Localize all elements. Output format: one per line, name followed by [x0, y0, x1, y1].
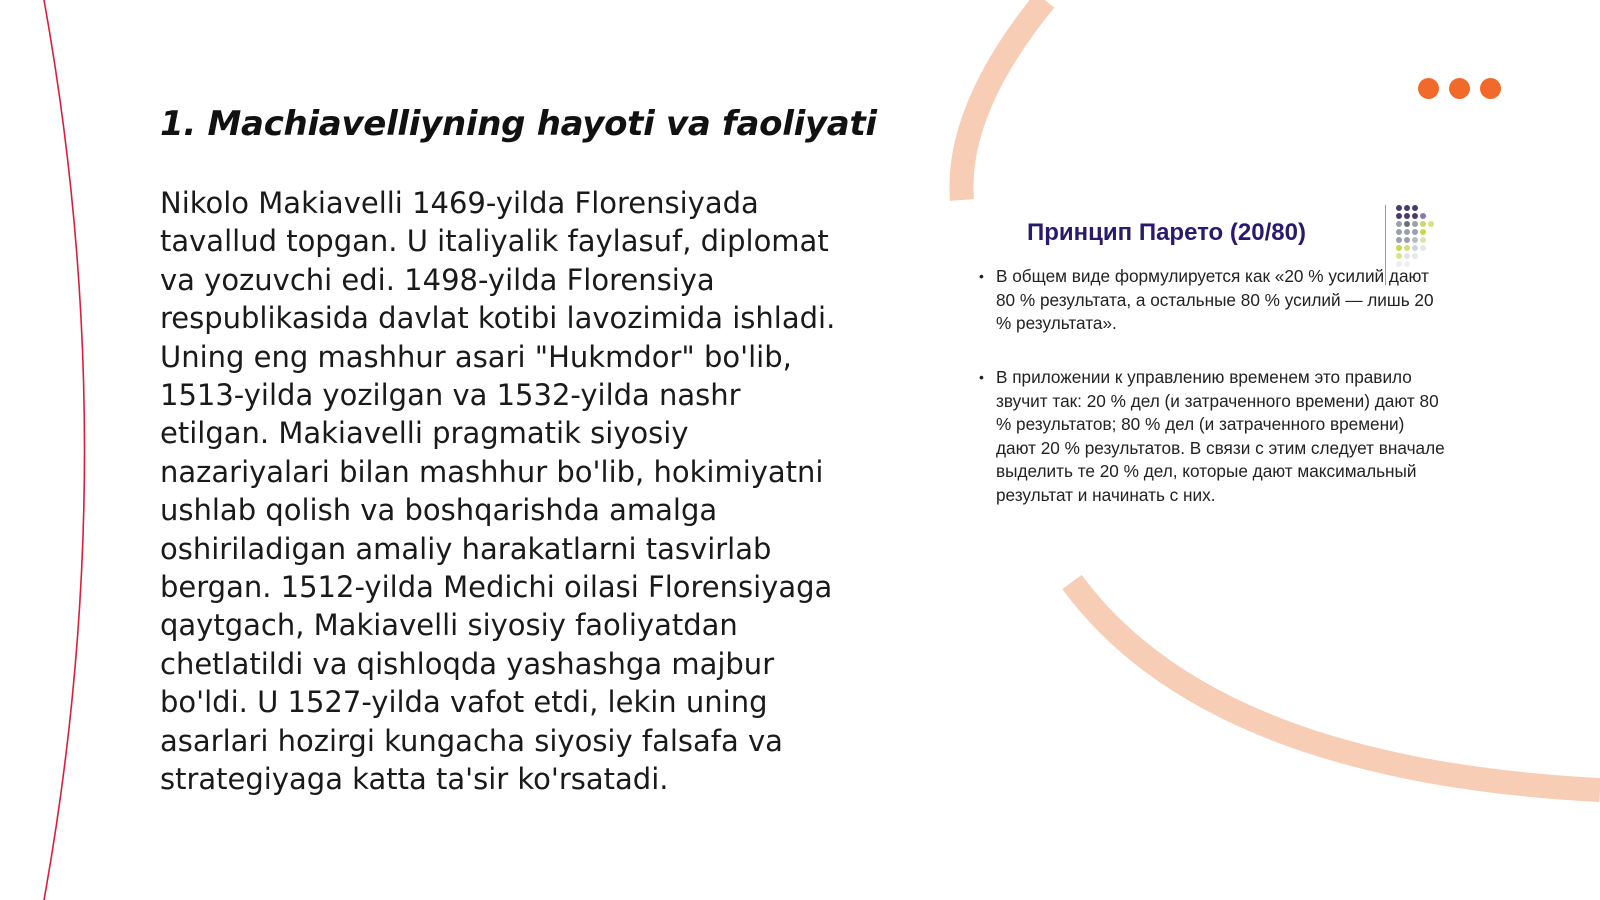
- pareto-slide-image: [975, 205, 1445, 545]
- page-title: 1. Machiavelliyning hayoti va faoliyati: [160, 104, 877, 144]
- decorative-dots: [1418, 78, 1501, 99]
- bullet-text: В общем виде формулируется как «20 % усилий дают 80 % результата, а остальные 80 % усилий — лишь 20 % результата».: [996, 266, 1434, 334]
- body-paragraph: Nikolo Makiavelli 1469-yilda Florensiyada tavallud topgan. U italiyalik faylasuf, diplomat va yozuvchi edi. 1498-yilda Florensiya respublikasida davlat kotibi lavozimida ishladi. Uning eng mashhur asari "Hukmdor" bo'lib, 1513-yilda yozilgan va 1532-yilda nashr etilgan. Makiavelli pragmatik siyosiy nazariyalari bilan mashhur bo'lib, hokimiyatni ushlab qolish va boshqarishda amalga oshiriladigan amaliy harakatlarni tasvirlab bergan. 1512-yilda Medichi oilasi Florensiyaga qaytgach, Makiavelli siyosiy faoliyatdan chetlatildi va qishloqda yashashga majbur bo'ldi. U 1527-yilda vafot etdi, lekin uning asarlari hozirgi kungacha siyosiy falsafa va strategiyaga katta ta'sir ko'rsatadi.: [160, 186, 836, 797]
- left-curve-line: [44, 0, 85, 900]
- orange-dot: [1480, 78, 1501, 99]
- bullet-text: В приложении к управлению временем это правило звучит так: 20 % дел (и затраченного времени) дают 80 % результатов; 80 % дел (и затраченного времени) дают 20 % результатов. В связи с этим следует вначале выделить те 20 % дел, которые дают максимальный результат и начинать с них.: [996, 367, 1445, 505]
- slide-title: Принцип Парето (20/80): [1027, 219, 1306, 246]
- orange-ring-upper-arc: [961, 0, 1045, 200]
- orange-ring-lower-arc: [1072, 582, 1600, 790]
- slide-bullet: [975, 366, 1445, 508]
- orange-dot: [1418, 78, 1439, 99]
- bullet-marker: •: [979, 369, 984, 385]
- slide-bullet: [975, 265, 1445, 336]
- bullet-marker: •: [979, 268, 984, 284]
- orange-dot: [1449, 78, 1470, 99]
